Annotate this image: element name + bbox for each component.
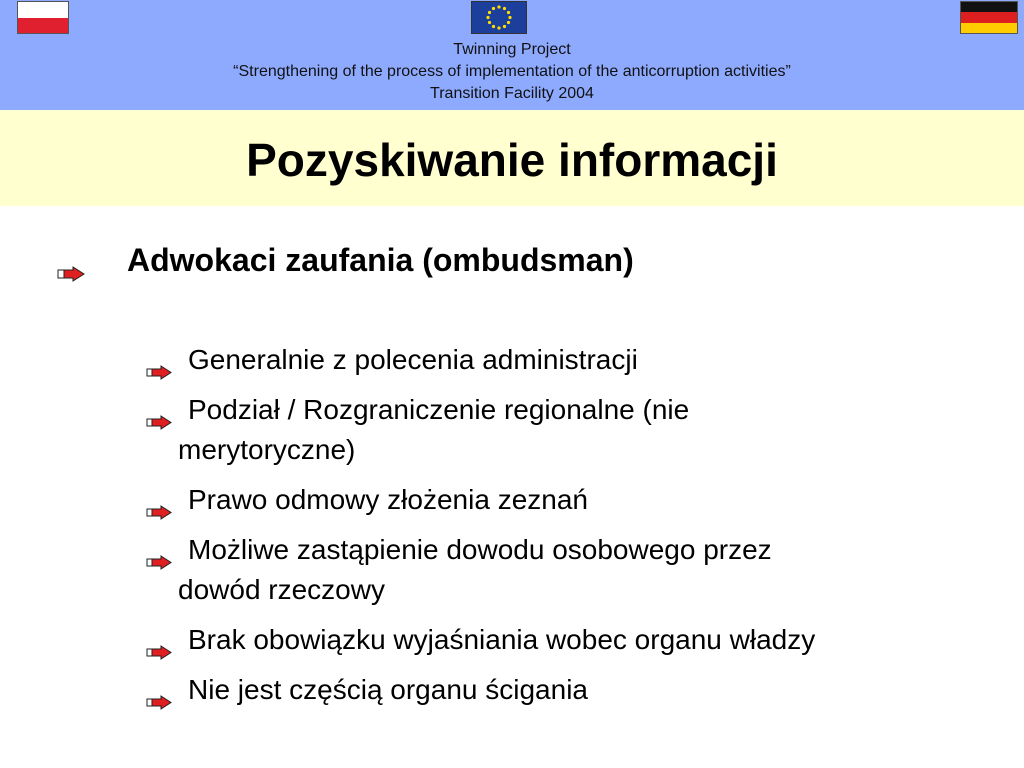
poland-flag-icon [17,1,69,34]
list-item [146,340,1006,380]
header-line-1: Twinning Project [453,41,571,58]
list-item-text: Podział / Rozgraniczenie regionalne (nie [188,394,690,425]
list-item-text: Brak obowiązku wyjaśniania wobec organu władzy [188,624,816,655]
header-line-2: “Strengthening of the process of implementation of the anticorruption activities” [233,63,791,80]
sub-bullet-list [146,340,1006,720]
main-bullet-label: Adwokaci zaufania (ombudsman) [127,242,634,278]
germany-flag-icon [960,1,1018,34]
pointing-hand-icon [146,491,172,531]
eu-flag-icon [471,1,527,34]
list-item-text: Nie jest częścią organu ścigania [188,674,588,705]
page-title: Pozyskiwanie informacji [246,134,778,186]
list-item [146,480,1006,520]
list-item-text: Generalnie z polecenia administracji [188,344,638,375]
project-header-text [0,39,1024,105]
list-item [146,530,1006,610]
pointing-hand-icon [146,541,172,581]
pointing-hand-icon [146,401,172,441]
pointing-hand-icon [146,631,172,671]
list-item-text-continued: dowód rzeczowy [178,574,385,605]
header-line-3: Transition Facility 2004 [430,85,594,102]
list-item-text: Prawo odmowy złożenia zeznań [188,484,588,515]
list-item [146,670,1006,710]
header-banner [0,0,1024,110]
list-item [146,390,1006,470]
list-item-text: Możliwe zastąpienie dowodu osobowego przez [188,534,772,565]
list-item-text-continued: merytoryczne) [178,434,356,465]
pointing-hand-icon [146,351,172,391]
list-item [146,620,1006,660]
pointing-hand-icon [146,681,172,721]
pointing-hand-icon [57,253,85,290]
